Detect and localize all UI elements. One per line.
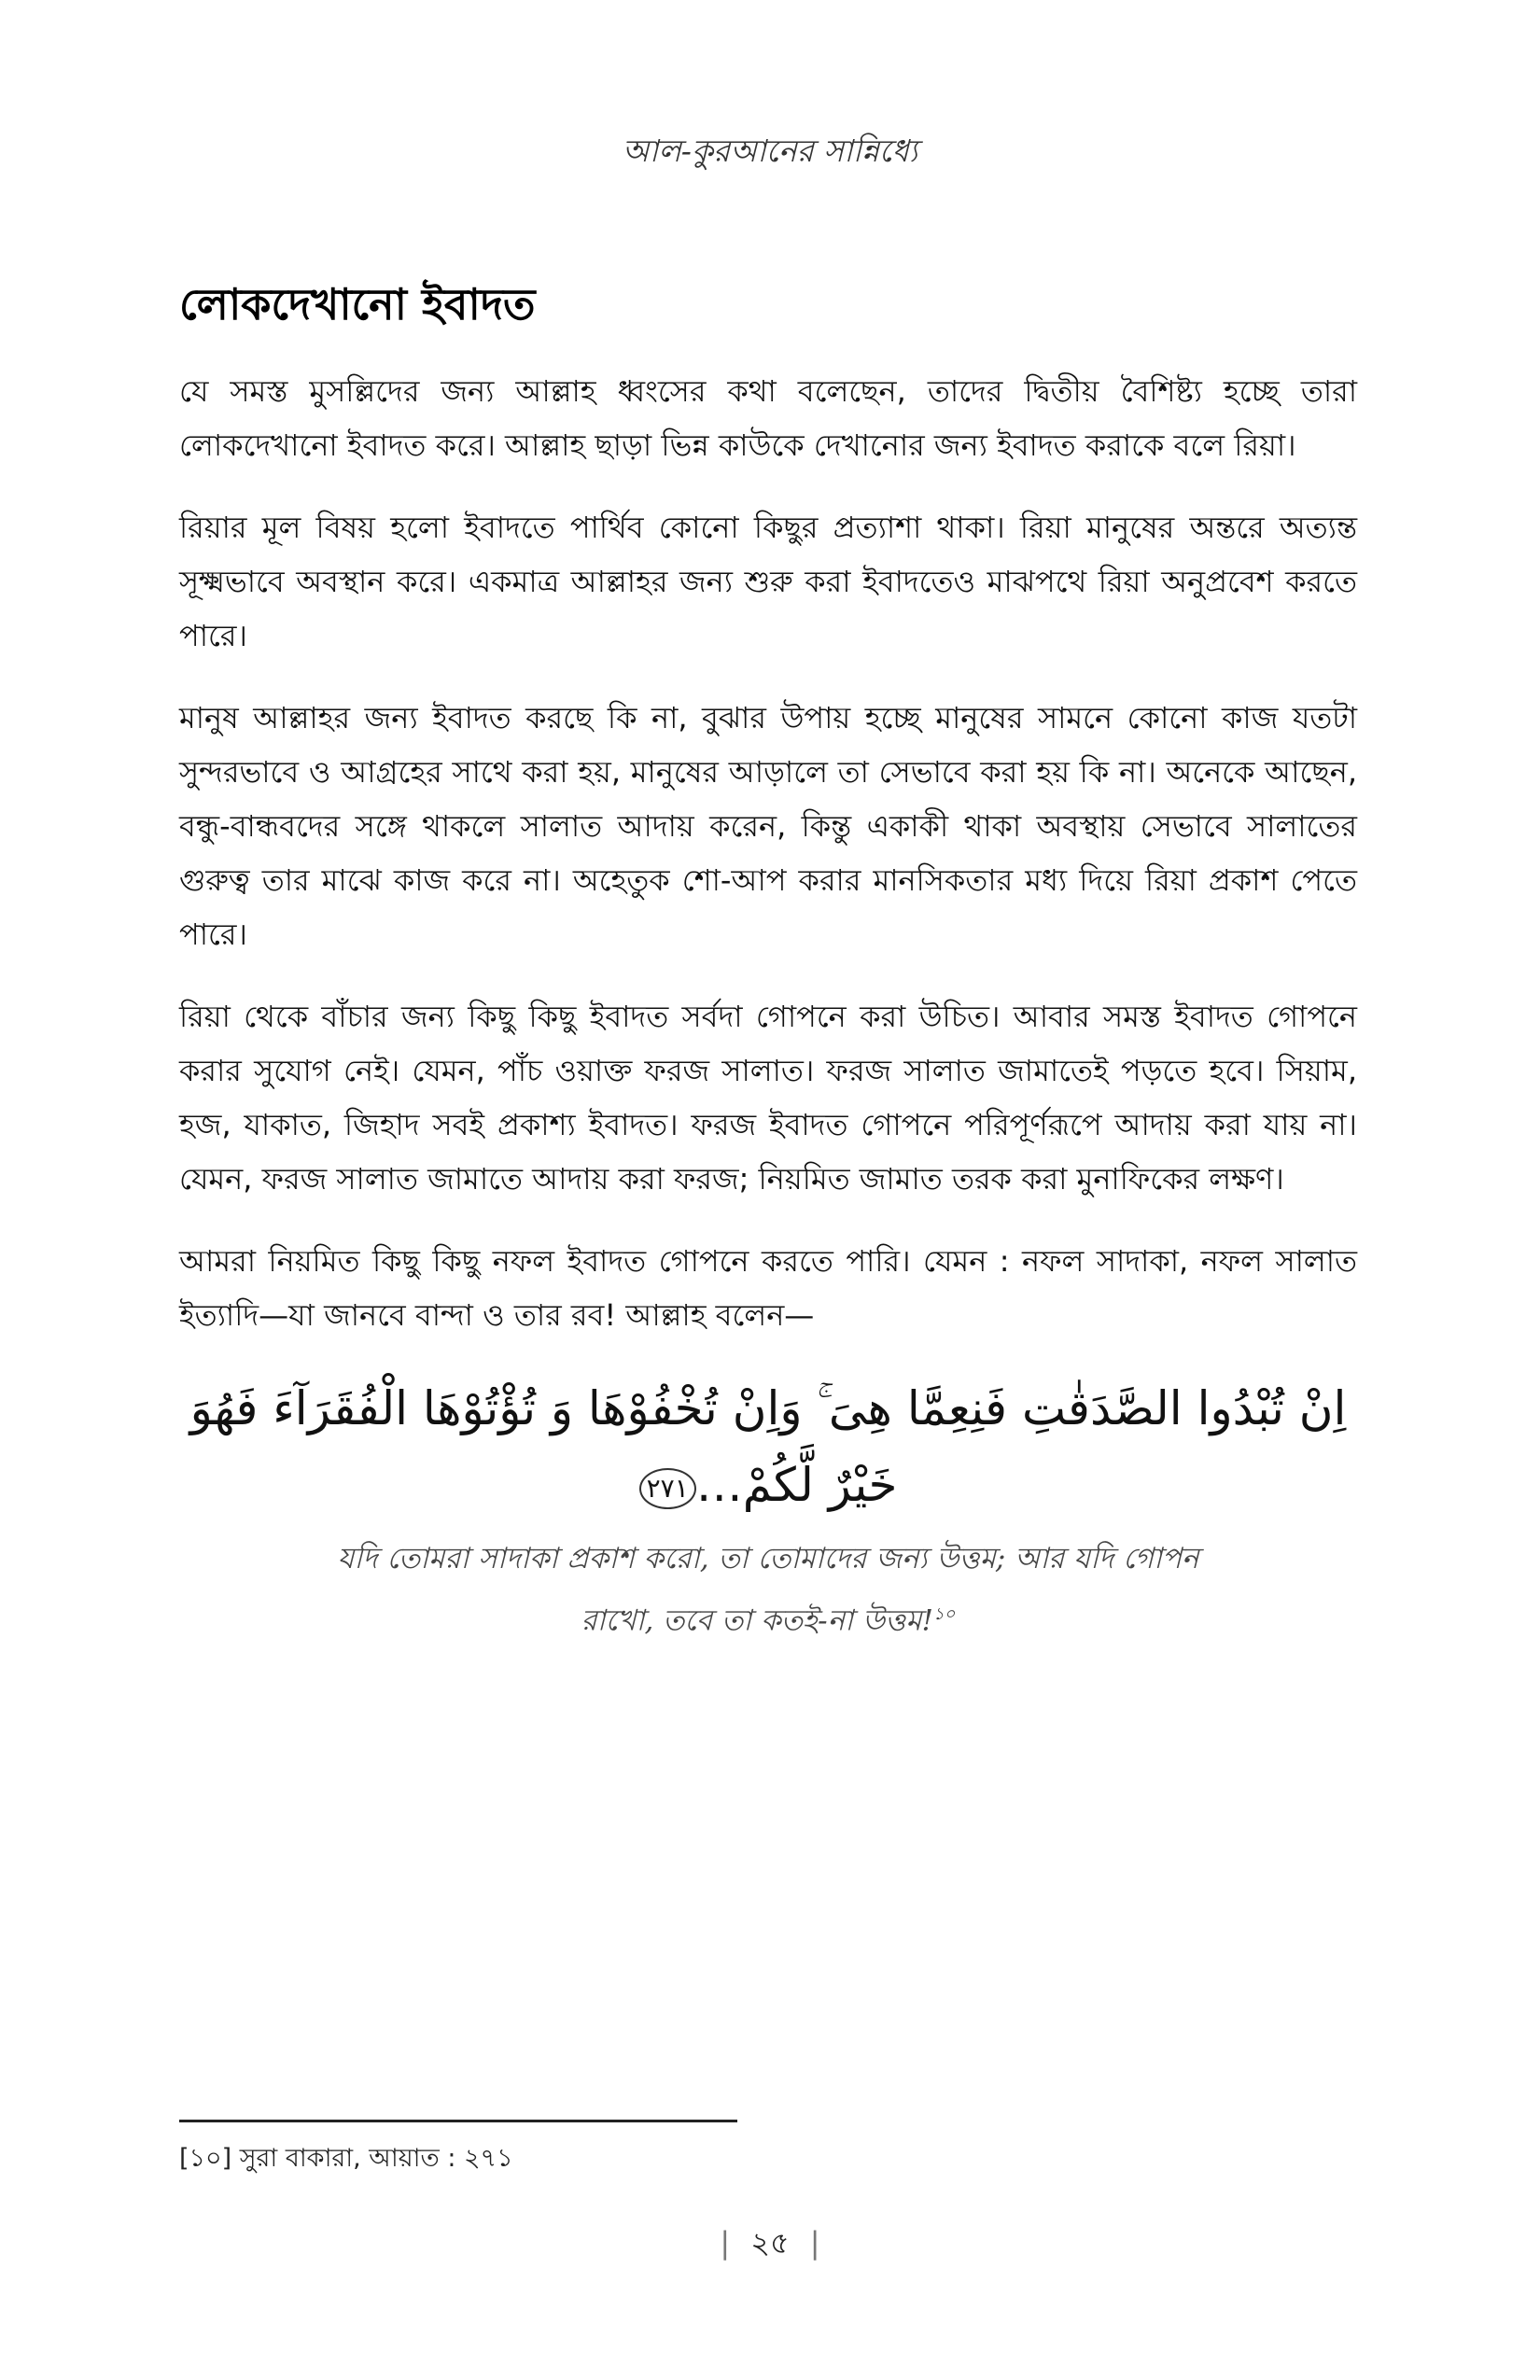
paragraph-4: রিয়া থেকে বাঁচার জন্য কিছু কিছু ইবাদত সর্বদা গোপনে করা উচিত। আবার সমস্ত ইবাদত গোপনে করার সুযোগ নেই। যেমন, পাঁচ ওয়াক্ত ফরজ সালাত। ফরজ সালাত জামাতেই পড়তে হবে। সিয়াম, হজ, যাকাত, জিহাদ সবই প্রকাশ্য ইবাদত। ফরজ ইবাদত গোপনে পরিপূর্ণরূপে আদায় করা যায় না। যেমন, ফরজ সালাত জামাতে আদায় করা ফরজ; নিয়মিত জামাত তরক করা মুনাফিকের লক্ষণ। [179, 999, 1357, 1197]
translation-line-2-wrapper [179, 1587, 1357, 1648]
translation-line-2: রাখো, তবে তা কতই-না উত্তম! [581, 1603, 933, 1638]
running-header: আল-কুরআনের সান্নিধ্যে [622, 133, 918, 169]
paragraph-2: রিয়ার মূল বিষয় হলো ইবাদতে পার্থিব কোনো কিছুর প্রত্যাশা থাকা। রিয়া মানুষের অন্তরে অত্যন্ত সূক্ষ্মভাবে অবস্থান করে। একমাত্র আল্লাহর জন্য শুরু করা ইবাদতেও মাঝপথে রিয়া অনুপ্রবেশ করতে পারে। [179, 510, 1357, 653]
footnote-divider [179, 2120, 737, 2122]
paragraph-5: আমরা নিয়মিত কিছু কিছু নফল ইবাদত গোপনে করতে পারি। যেমন : নফল সাদাকা, নফল সালাত ইত্যাদি—যা জানবে বান্দা ও তার রব! আল্লাহ বলেন— [179, 1243, 1357, 1333]
paragraph-1: যে সমস্ত মুসল্লিদের জন্য আল্লাহ ধ্বংসের কথা বলেছেন, তাদের দ্বিতীয় বৈশিষ্ট্য হচ্ছে তারা লোকদেখানো ইবাদত করে। আল্লাহ ছাড়া ভিন্ন কাউকে দেখানোর জন্য ইবাদত করাকে বলে রিয়া। [179, 373, 1357, 463]
paragraph-3: মানুষ আল্লাহর জন্য ইবাদত করছে কি না, বুঝার উপায় হচ্ছে মানুষের সামনে কোনো কাজ যতটা সুন্দরভাবে ও আগ্রহের সাথে করা হয়, মানুষের আড়ালে তা সেভাবে করা হয় কি না। অনেকে আছেন, বন্ধু-বান্ধবদের সঙ্গে থাকলে সালাত আদায় করেন, কিন্তু একাকী থাকা অবস্থায় সেভাবে সালাতের গুরুত্ব তার মাঝে কাজ করে না। অহেতুক শো-আপ করার মানসিকতার মধ্য দিয়ে রিয়া প্রকাশ পেতে পারে। [179, 700, 1357, 952]
page-number-bar-left: | [720, 2225, 731, 2261]
footnote: [১০] সুরা বাকারা, আয়াত : ২৭১ [179, 2144, 513, 2173]
translation-line-1: যদি তোমরা সাদাকা প্রকাশ করো, তা তোমাদের জন্য উত্তম; আর যদি গোপন [337, 1542, 1199, 1575]
page-number: ২৫ [750, 2225, 790, 2261]
page-number-bar-right: | [809, 2225, 820, 2261]
section-title: লোকদেখানো ইবাদত [179, 279, 536, 329]
quran-verse-line-1: اِنْ تُبْدُوا الصَّدَقٰتِ فَنِعِمَّا هِیَ ۚ وَاِنْ تُخْفُوْهَا وَ تُؤْتُوْهَا الْفُقَرَآءَ فَهُوَ [189, 1381, 1347, 1435]
body-text [179, 364, 1357, 1648]
page-number-footer [0, 2219, 1540, 2270]
quran-verse-line-2-wrapper [179, 1447, 1357, 1523]
verse-translation [179, 1531, 1357, 1648]
footnote-reference: ১০ [932, 1604, 956, 1624]
quran-verse [179, 1370, 1357, 1523]
quran-verse-line-2: خَيْرٌ لَّكُمْ… [695, 1458, 898, 1512]
verse-number-marker: ٢٧١ [639, 1468, 696, 1509]
